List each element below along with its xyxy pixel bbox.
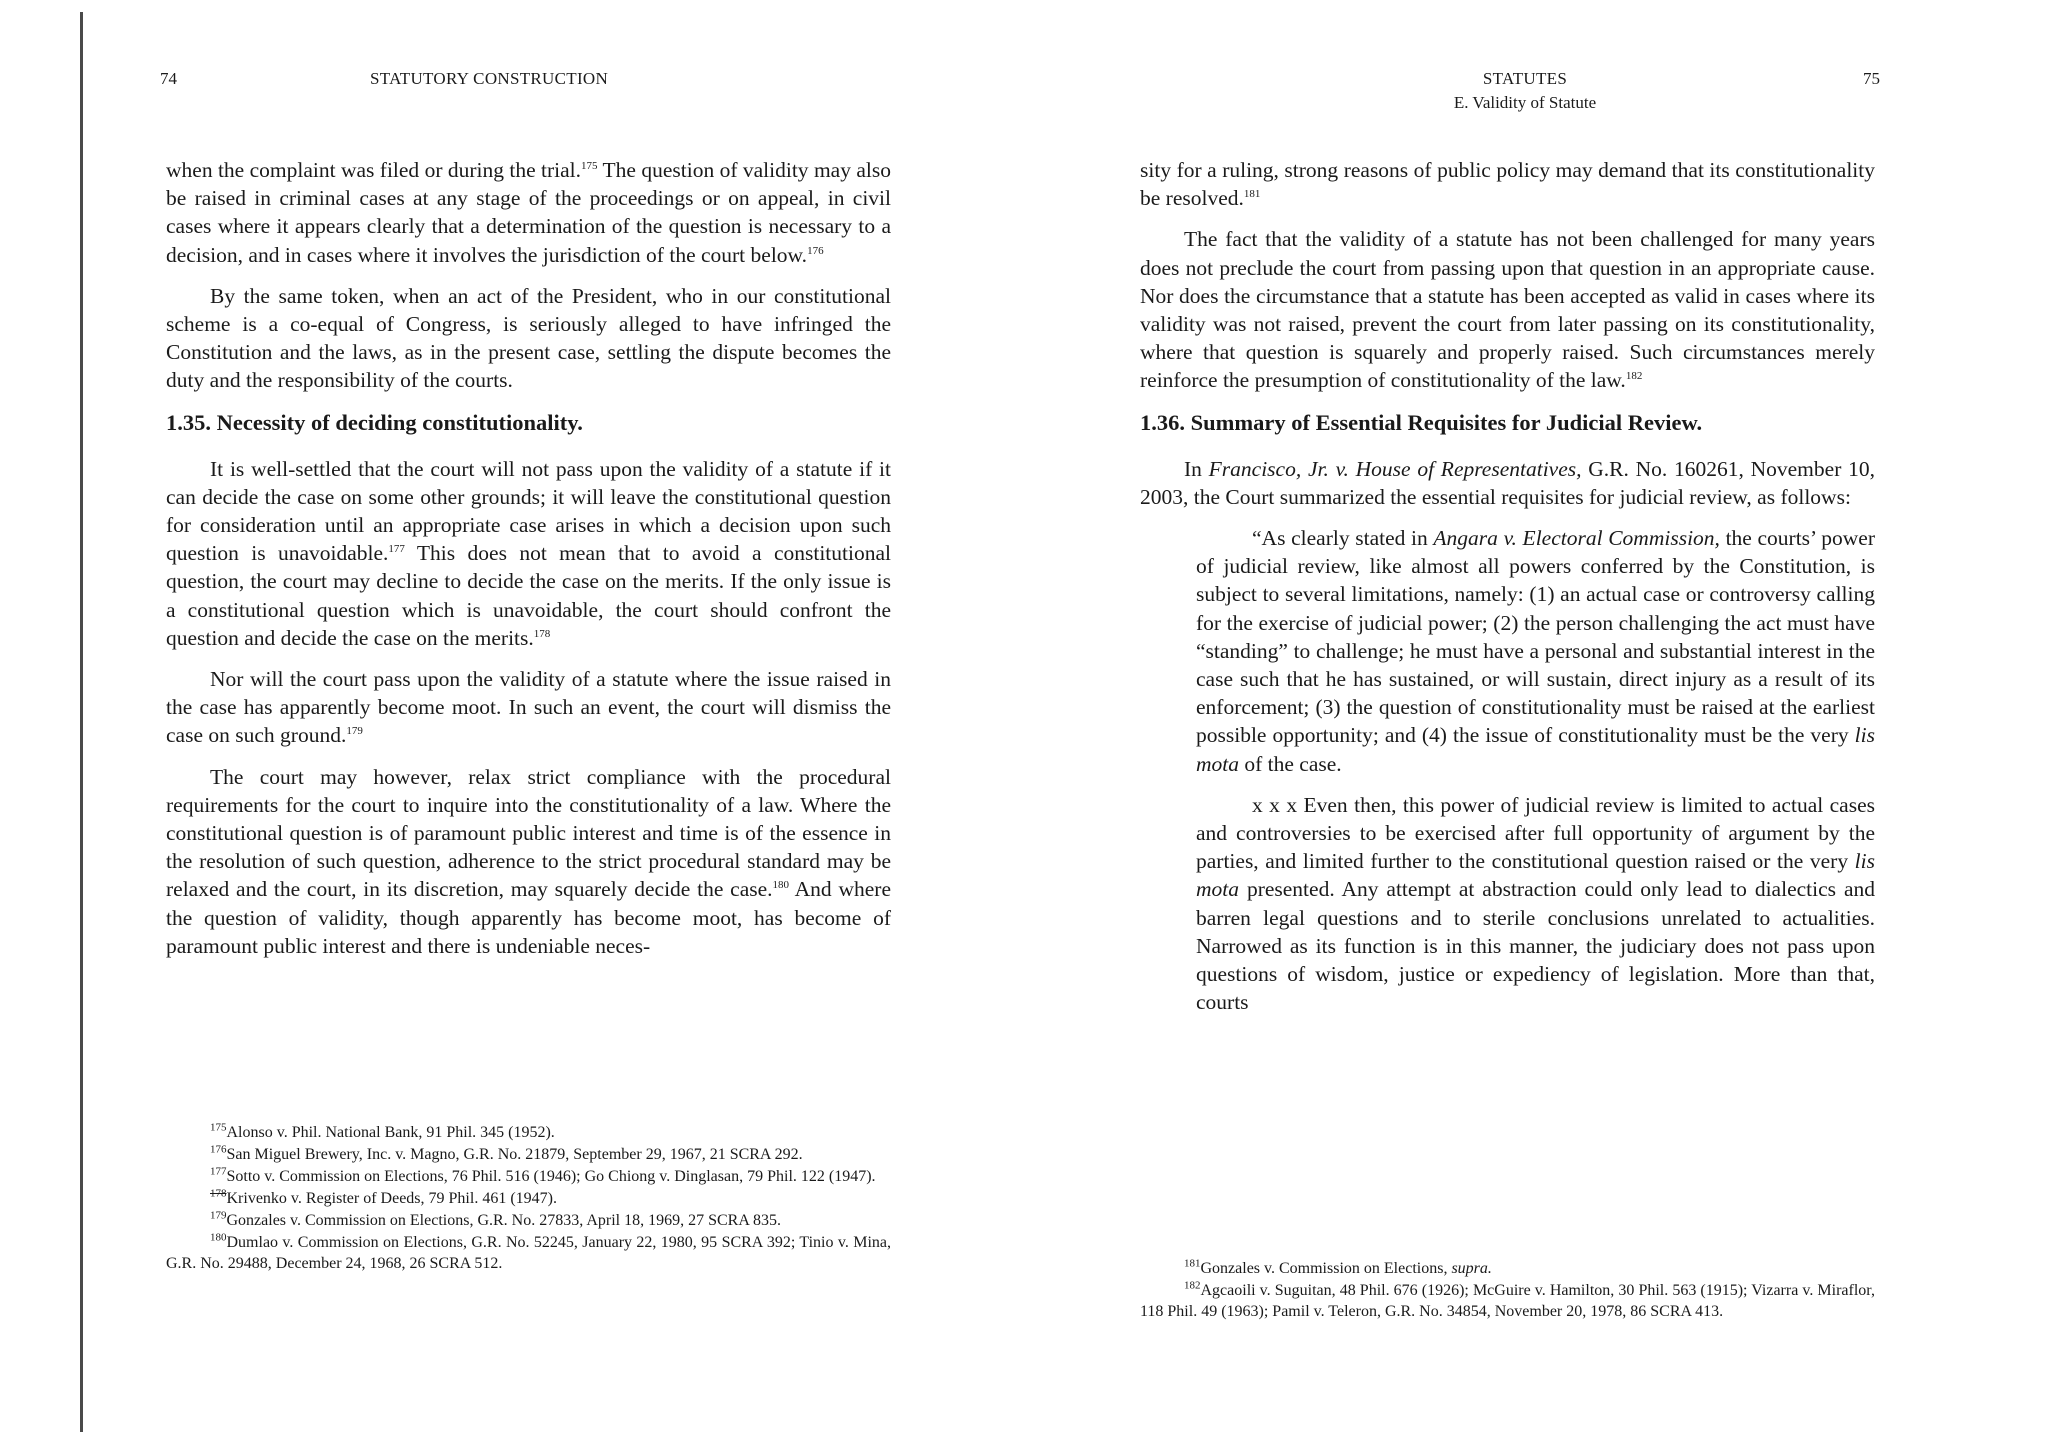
book-spine-edge bbox=[80, 12, 83, 1432]
left-running-title: STATUTORY CONSTRUCTION bbox=[370, 69, 609, 88]
footnote: $^{182}$Agcaoili v. Suguitan, 48 Phil. 676 (1926); McGuire v. Hamilton, 30 Phil. 563 (1915); Vizarra v. Miraflor, 118 Phil. 49 (1963); Pamil v. Teleron, G.R. No. 34854, November 20, 1978, 86 SCRA 413. bbox=[1140, 1279, 1875, 1320]
footnote: $^{180}$Dumlao v. Commission on Elections, G.R. No. 52245, January 22, 1980, 95 SCRA 392; Tinio v. Mina, G.R. No. 29488, December 24, 1968, 26 SCRA 512. bbox=[166, 1231, 891, 1272]
section-heading-1-35: 1.35. Necessity of deciding constitutionality. bbox=[166, 409, 583, 435]
section-heading-1-36: 1.36. Summary of Essential Requisites for Judicial Review. bbox=[1140, 409, 1703, 435]
left-footnotes bbox=[166, 1122, 891, 1275]
right-running-subtitle: E. Validity of Statute bbox=[1453, 93, 1597, 112]
right-footnotes bbox=[1140, 1258, 1875, 1323]
block-quote: “As clearly stated in Angara v. Electoral Commission, the courts’ power of judicial review, like almost all powers conferred by the Constitution, is subject to several limitations, namely: (1) an actual case or controversy calling for the exercise of judicial power; (2) the person challenging the act must have “standing” to challenge; he must have a personal and substantial interest in the case such that he has sustained, or will sustain, direct injury as a result of its enforcement; (3) the question of constitutionality must be raised at the earliest possible opportunity; and (4) the issue of constitutionality must be the very lis mota of the case. bbox=[1196, 526, 1875, 776]
right-body-text bbox=[1140, 156, 1875, 1029]
paragraph: In Francisco, Jr. v. House of Representatives, G.R. No. 160261, November 10, 2003, the Court summarized the essential requisites for judicial review, as follows: bbox=[1140, 456, 1875, 509]
left-page-number: 74 bbox=[160, 69, 177, 88]
footnote: $^{178}$Krivenko v. Register of Deeds, 79 Phil. 461 (1947). bbox=[210, 1187, 557, 1207]
paragraph: By the same token, when an act of the President, who in our constitutional scheme is a co-equal of Congress, is seriously alleged to have infringed the Constitution and the laws, as in the present case, settling the dispute becomes the duty and the responsibility of the courts. bbox=[166, 283, 891, 393]
paragraph: The fact that the validity of a statute has not been challenged for many years does not preclude the court from passing upon that question in an appropriate cause. Nor does the circumstance that a statute has been accepted as valid in cases where its validity was not raised, prevent the court from later passing on its constitutionality, where that question is squarely and properly raised. Such circumstances merely reinforce the presumption of constitutionality of the law.$^{182}$ bbox=[1140, 227, 1875, 393]
footnote: $^{177}$Sotto v. Commission on Elections, 76 Phil. 516 (1946); Go Chiong v. Dinglasan, 79 Phil. 122 (1947). bbox=[210, 1165, 876, 1185]
footnote: $^{175}$Alonso v. Phil. National Bank, 91 Phil. 345 (1952). bbox=[210, 1121, 555, 1141]
paragraph: It is well-settled that the court will not pass upon the validity of a statute if it can decide the case on some other grounds; it will leave the constitutional question for consideration until an appropriate case arises in which a decision upon such question is unavoidable.$^{177}$ This does not mean that to avoid a constitutional question, the court may decline to decide the case on the merits. If the only issue is a constitutional question which is unavoidable, the court should confront the question and decide the case on the merits.$^{178}$ bbox=[166, 456, 891, 650]
footnote: $^{176}$San Miguel Brewery, Inc. v. Magno, G.R. No. 21879, September 29, 1967, 21 SCRA 292. bbox=[210, 1143, 803, 1163]
right-page-number: 75 bbox=[1863, 69, 1880, 88]
footnote: $^{179}$Gonzales v. Commission on Elections, G.R. No. 27833, April 18, 1969, 27 SCRA 835. bbox=[210, 1209, 782, 1229]
paragraph: when the complaint was filed or during the trial.$^{175}$ The question of validity may also be raised in criminal cases at any stage of the proceedings or on appeal, in civil cases where it appears clearly that a determination of the question is necessary to a decision, and in cases where it involves the jurisdiction of the court below.$^{176}$ bbox=[166, 158, 891, 267]
left-body-text bbox=[166, 156, 891, 973]
paragraph: The court may however, relax strict compliance with the procedural requirements for the court to inquire into the constitutionality of a law. Where the constitutional question is of paramount public interest and time is of the essence in the resolution of such question, adherence to the strict procedural standard may be relaxed and the court, in its discretion, may squarely decide the case.$^{180}$ And where the question of validity, though apparently has become moot, has become of paramount public interest and there is undeniable neces- bbox=[166, 764, 891, 958]
paragraph: Nor will the court pass upon the validity of a statute where the issue raised in the case has apparently become moot. In such an event, the court will dismiss the case on such ground.$^{179}$ bbox=[166, 667, 891, 748]
block-quote: x x x Even then, this power of judicial review is limited to actual cases and controversies to be exercised after full opportunity of argument by the parties, and limited further to the constitutional question raised or the very lis mota presented. Any attempt at abstraction could only lead to dialectics and barren legal questions and to sterile conclusions unrelated to actualities. Narrowed as its function is in this manner, the judiciary does not pass upon questions of wisdom, justice or expediency of legislation. More than that, courts bbox=[1196, 792, 1875, 1015]
right-running-title: STATUTES bbox=[1482, 69, 1568, 88]
footnote: $^{181}$Gonzales v. Commission on Elections, supra. bbox=[1184, 1257, 1492, 1277]
paragraph: sity for a ruling, strong reasons of public policy may demand that its constitutionality be resolved.$^{181}$ bbox=[1140, 158, 1875, 211]
